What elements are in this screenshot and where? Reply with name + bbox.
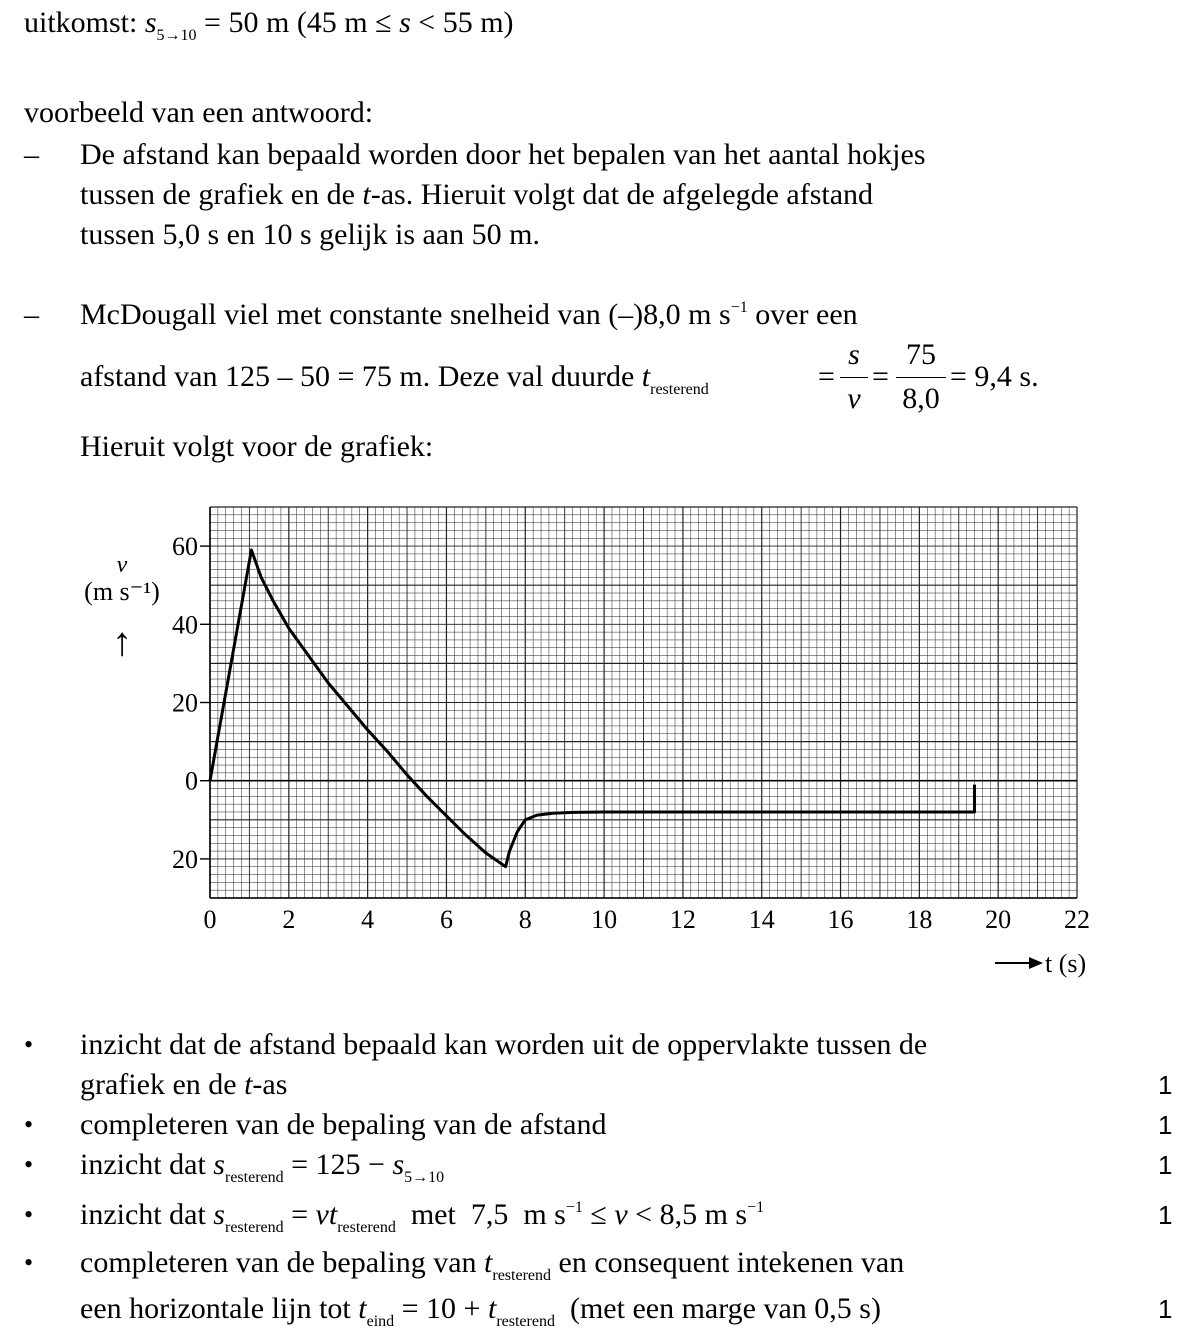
criterion-2: completeren van de bepaling van de afstand (80, 1108, 607, 1141)
text-span: = 125 − (283, 1148, 393, 1181)
score-5: 1 (1158, 1294, 1173, 1324)
t-symbol: t (487, 1292, 497, 1325)
equals-sign-1: = (818, 360, 835, 393)
criterion-1-line2 (80, 1070, 287, 1100)
text-span: (met een marge van 0,5 s) (554, 1292, 881, 1325)
subscript: resterend (496, 1313, 555, 1330)
x-tick-label: 20 (985, 905, 1012, 934)
x-tick-label: 6 (439, 905, 453, 934)
x-tick-label: 0 (203, 905, 217, 934)
text-span: = 10 + (394, 1292, 488, 1325)
text-span: een horizontale lijn tot (80, 1292, 359, 1325)
example-item1-line2 (80, 180, 873, 210)
text-span: ≤ (582, 1198, 615, 1231)
fraction-bar (840, 377, 868, 378)
x-axis-arrow-head (1029, 957, 1043, 969)
fraction-bar (896, 377, 946, 378)
uitkomst-subscript: 5→10 (156, 27, 197, 44)
equals-sign-2: = (872, 360, 889, 393)
x-tick-label: 22 (1064, 905, 1090, 934)
subscript: resterend (224, 1169, 284, 1186)
uitkomst-line (24, 6, 514, 44)
y-tick-label: 60 (172, 532, 198, 562)
superscript: −1 (565, 1199, 583, 1216)
subscript: resterend (337, 1219, 396, 1236)
uitkomst-symbol-s: s (144, 6, 157, 39)
example-heading: voorbeeld van een antwoord: (24, 96, 374, 129)
y-tick-label: 40 (172, 610, 198, 640)
subscript: resterend (492, 1267, 551, 1284)
subscript: 5→10 (404, 1169, 445, 1186)
fraction-numerator: 75 (906, 338, 936, 371)
example-item1-line1: De afstand kan bepaald worden door het bepalen van het aantal hokjes (80, 138, 926, 171)
bullet-3: • (24, 1150, 34, 1179)
criterion-5-line2 (80, 1292, 881, 1330)
criterion-5-line1 (80, 1246, 905, 1284)
uitkomst-value: = 50 m (204, 6, 290, 39)
score-4: 1 (1158, 1200, 1173, 1230)
fraction-s-over-v (840, 340, 868, 414)
text-span: -as. Hieruit volgt dat de afgelegde afstand (370, 178, 874, 211)
criterion-1-line1: inzicht dat de afstand bepaald kan worden uit de oppervlakte tussen de (80, 1028, 928, 1061)
x-tick-label: 18 (906, 905, 933, 934)
t-symbol: t (244, 1068, 253, 1101)
fraction-denominator: v (847, 382, 861, 415)
score-3: 1 (1158, 1150, 1173, 1180)
text-span: tussen de grafiek en de (80, 178, 363, 211)
subscript: resterend (224, 1219, 284, 1236)
y-tick-label: 20 (172, 688, 198, 718)
velocity-time-chart (60, 490, 1120, 990)
criterion-3 (80, 1148, 445, 1186)
x-tick-label: 12 (669, 905, 696, 934)
x-axis-label: t (s) (1045, 949, 1087, 978)
text-span: -as (252, 1068, 288, 1101)
criterion-4 (80, 1198, 765, 1236)
text-span: < 8,5 m s (627, 1198, 748, 1231)
calculation-result: = 9,4 s. (950, 360, 1039, 393)
x-tick-label: 2 (282, 905, 296, 934)
text-span: inzicht dat (80, 1148, 214, 1181)
text-span: met 7,5 m s (395, 1198, 566, 1231)
dash-marker-1: – (24, 138, 39, 171)
x-tick-label: 14 (748, 905, 775, 934)
superscript: −1 (747, 1199, 765, 1216)
y-tick-label: 20 (172, 844, 198, 874)
text-span: afstand van 125 – 50 = 75 m. Deze val duurde (80, 360, 642, 393)
example-item2-line1 (80, 300, 858, 330)
text-span: en consequent intekenen van (551, 1246, 905, 1279)
s-symbol: s (213, 1148, 225, 1181)
vt-symbol: vt (315, 1198, 338, 1231)
subscript-resterend: resterend (650, 381, 709, 398)
uitkomst-label: uitkomst: (24, 6, 138, 39)
x-tick-label: 4 (361, 905, 375, 934)
t-symbol: t (641, 360, 651, 393)
uitkomst-range-symbol: s (399, 6, 411, 39)
bullet-5: • (24, 1248, 34, 1277)
uitkomst-range-open: (45 m ≤ (296, 6, 392, 39)
y-axis-symbol: v (116, 552, 128, 578)
v-symbol: v (614, 1198, 628, 1231)
text-span: McDougall viel met constante snelheid van (–)8,0 m s (80, 298, 731, 331)
bullet-2: • (24, 1110, 34, 1139)
score-1: 1 (1158, 1070, 1173, 1100)
bullet-4: • (24, 1200, 34, 1229)
text-span: over een (747, 298, 858, 331)
x-tick-label: 10 (591, 905, 618, 934)
s-symbol: s (213, 1198, 225, 1231)
y-axis-arrow: ↑ (112, 619, 132, 664)
example-item2-line3: Hieruit volgt voor de grafiek: (80, 430, 434, 463)
subscript: eind (366, 1313, 395, 1330)
example-item1-line3: tussen 5,0 s en 10 s gelijk is aan 50 m. (80, 218, 540, 251)
y-tick-label: 0 (185, 766, 198, 796)
uitkomst-range-close: < 55 m) (418, 6, 514, 39)
x-tick-label: 16 (827, 905, 854, 934)
y-axis-unit: (m s⁻¹) (84, 577, 160, 606)
superscript: −1 (730, 299, 748, 316)
bullet-1: • (24, 1030, 34, 1059)
score-2: 1 (1158, 1110, 1173, 1140)
s-symbol: s (392, 1148, 405, 1181)
dash-marker-2: – (24, 298, 39, 331)
t-symbol: t (484, 1246, 493, 1279)
fraction-numerator: s (848, 338, 860, 371)
t-symbol: t (358, 1292, 367, 1325)
example-item2-line2 (80, 360, 709, 398)
fraction-75-over-8 (896, 340, 946, 414)
t-symbol: t (362, 178, 371, 211)
fraction-denominator: 8,0 (902, 382, 940, 415)
text-span: grafiek en de (80, 1068, 245, 1101)
text-span: inzicht dat (80, 1198, 214, 1231)
text-span: = (283, 1198, 316, 1231)
text-span: completeren van de bepaling van (80, 1246, 485, 1279)
x-tick-label: 8 (518, 905, 532, 934)
